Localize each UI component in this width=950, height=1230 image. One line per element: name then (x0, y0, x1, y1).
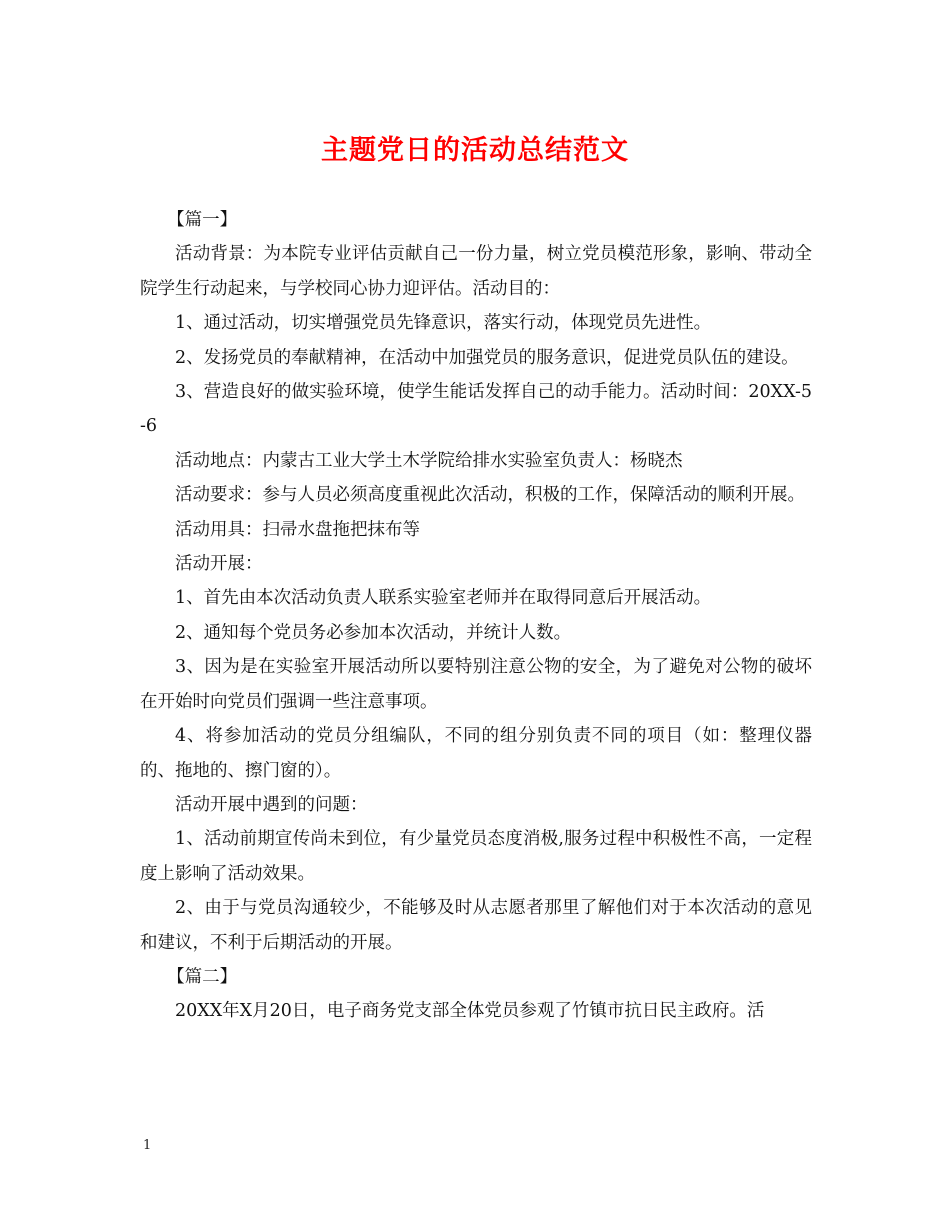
paragraph-activity-1: 1、首先由本次活动负责人联系实验室老师并在取得同意后开展活动。 (175, 588, 712, 609)
paragraph-problems-heading: 活动开展中遇到的问题： (175, 794, 368, 815)
paragraph-purpose-1: 1、通过活动，切实增强党员先锋意识，落实行动，体现党员先进性。 (175, 313, 712, 334)
paragraph-purpose-2: 2、发扬党员的奉献精神，在活动中加强党员的服务意识，促进党员队伍的建设。 (175, 347, 799, 368)
paragraph-activity-2: 2、通知每个党员务必参加本次活动，并统计人数。 (175, 622, 572, 643)
paragraph-tools: 活动用具：扫帚水盘拖把抹布等 (175, 519, 420, 540)
paragraph-background: 活动背景：为本院专业评估贡献自己一份力量，树立党员模范形象，影响、带动全院学生行动起来，与学校同心协力迎评估。活动目的： (140, 244, 812, 299)
paragraph-activity-4: 4、将参加活动的党员分组编队，不同的组分别负责不同的项目（如：整理仪器的、拖地的、擦门窗的）。 (140, 726, 812, 781)
paragraph-problem-2: 2、由于与党员沟通较少，不能够及时从志愿者那里了解他们对于本次活动的意见和建议，不利于后期活动的开展。 (140, 898, 812, 953)
paragraph-section-2-start: 20XX年X月20日，电子商务党支部全体党员参观了竹镇市抗日民主政府。活 (175, 1001, 765, 1022)
section-heading-2: 【篇二】 (167, 966, 238, 987)
paragraph-location: 活动地点：内蒙古工业大学土木学院给排水实验室负责人：杨晓杰 (175, 450, 683, 471)
document-body (140, 203, 812, 1029)
paragraph-activity-3: 3、因为是在实验室开展活动所以要特别注意公物的安全，为了避免对公物的破坏在开始时向党员们强调一些注意事项。 (140, 657, 812, 712)
page-number: 1 (143, 1138, 152, 1153)
paragraph-problem-1: 1、活动前期宣传尚未到位，有少量党员态度消极,服务过程中积极性不高，一定程度上影响了活动效果。 (140, 829, 812, 884)
paragraph-activity-heading: 活动开展： (175, 554, 263, 575)
paragraph-requirements: 活动要求：参与人员必须高度重视此次活动，积极的工作，保障活动的顺利开展。 (175, 485, 805, 506)
section-heading-1: 【篇一】 (167, 210, 238, 230)
paragraph-purpose-3: 3、营造良好的做实验环境，使学生能话发挥自己的动手能力。活动时间：20XX-5-6 (140, 382, 812, 437)
document-title: 主题党日的活动总结范文 (321, 135, 629, 166)
